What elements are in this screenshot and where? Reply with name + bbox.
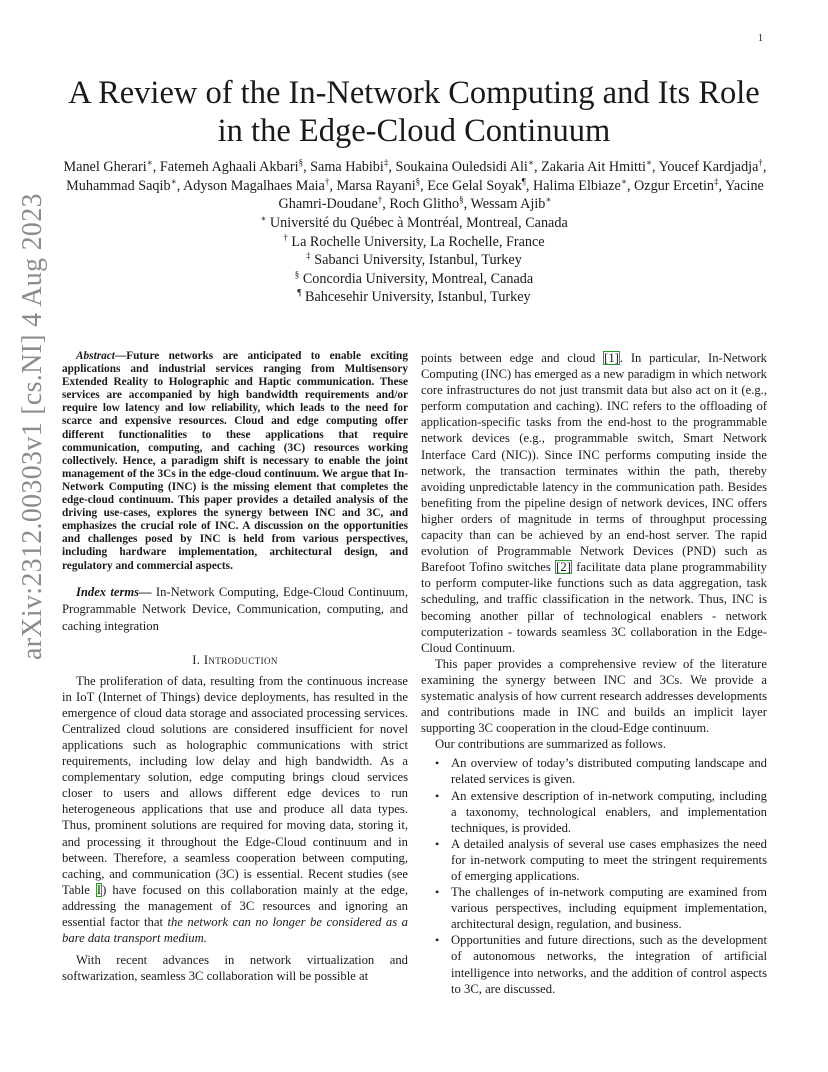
author-name: Wessam Ajib [470,196,546,212]
author-list: Manel Gherari∗, Fatemeh Aghaali Akbari§, Sama Habibi‡, Soukaina Ouledsidi Ali∗, Zakaria Ait Hmitti∗, Youcef Kardjadja†, Muhammad Saqib∗, Adyson Magalhaes Maia†, Marsa Rayani§, Ece Gelal Soyak¶, Halima Elbiaze∗, Ozgur Ercetin‡, Yacine Ghamri-Doudane†, Roch Glitho§, Wessam Ajib∗ [63,157,767,212]
right-paragraph-2: This paper provides a comprehensive review of the literature examining the synergy between INC and 3Cs. We provide a systematic analysis of how current research addresses developments and contributions made in INC and builds an implicit layer supporting 3C cooperation in the cloud-Edge continuum. [421,656,767,736]
affiliation-text: La Rochelle University, La Rochelle, France [291,233,545,250]
affiliation [60,233,768,252]
author-name: Roch Glitho [389,196,460,212]
contribution-item [421,788,767,836]
contribution-item [421,884,767,932]
author-name: Ece Gelal Soyak [427,177,522,194]
right-paragraph-1-text-b: . In particular, In-Network Computing (INC) has emerged as a new paradigm in which network core infrastructures do not just transmit data but also act on it (e.g., perform computation and caching). INC refers to the offloading of application-specific tasks from the end-host to the programmable network devices (e.g., programmable switch, Smart Network Interface Card (NIC)). Since INC performs computing inside the network, the transaction terminates within the path, thereby avoiding unpredictable latency in the communication path. Besides benefiting from the pipeline design of network devices, INC offers higher orders of magnitude in terms of throughput processing capacity than can be achieved by an end-host server. The rapid evolution of Programmable Network Devices (PND) such as Barefoot Tofino switches [421,351,767,575]
affiliation-mark: ‡ [306,250,311,261]
left-column [62,350,408,984]
affiliation-text: Concordia University, Montreal, Canada [302,270,534,287]
paper-title: A Review of the In-Network Computing and Its Role in the Edge-Cloud Continuum [68,75,760,149]
bullet-icon: • [435,788,440,803]
right-paragraph-3: Our contributions are summarized as follows. [435,737,666,752]
intro-paragraph-1-text-b: ) have focused on this collaboration mainly at the edge, addressing the management of 3C resources and ignoring an essential factor that [62,882,408,929]
affiliation-mark: § [294,268,300,279]
bullet-icon: • [435,885,440,900]
author [64,159,153,175]
right-paragraph-1 [421,350,767,656]
index-terms-text: In-Network Computing, Edge-Cloud Continuum, Programmable Network Device, Communication, computing, and caching integration [62,584,408,633]
author [389,196,463,212]
contributions-list [421,755,767,996]
author-affiliation-mark: ∗ [146,157,153,168]
author [395,159,534,175]
section-heading-introduction: I. Introduction [192,652,278,667]
right-paragraph-1-text-a: points between edge and cloud [421,351,604,365]
arxiv-identifier-text: arXiv:2312.00303v1 [cs.NI] 4 Aug 2023 [17,193,48,660]
contribution-text: A detailed analysis of several use cases emphasizes the need for in-network computing to meet the stringent requirements of emerging applications. [451,836,767,883]
table-reference-link[interactable]: I [96,882,102,897]
contribution-text: The challenges of in-network computing are examined from various perspectives, including equipment implementation, architectural design, regulation, and business. [451,885,767,932]
author [160,159,303,175]
author [532,175,627,194]
author-affiliation-mark: † [758,157,763,168]
contribution-text: An overview of today’s distributed computing landscape and related services is given. [451,756,767,787]
abstract-label: Abstract [76,350,115,362]
author-affiliation-mark: § [459,194,464,205]
author [183,175,330,194]
bullet-icon: • [435,836,440,851]
affiliation [60,214,768,233]
author-affiliation-mark: § [415,175,421,186]
affiliation [60,270,768,289]
author [336,175,421,194]
author-name: Youcef Kardjadja [658,159,759,175]
author-affiliation-mark: ‡ [714,175,719,186]
author [427,175,526,194]
author-name: Zakaria Ait Hmitti [541,159,646,175]
affiliation-text: Sabanci University, Istanbul, Turkey [314,252,522,268]
bullet-icon: • [435,933,440,948]
author-affiliation-mark: ∗ [545,194,552,205]
contribution-text: An extensive description of in-network computing, including a taxonomy, technological enablers, and implementation techniques, is provided. [451,788,767,835]
author-name: Fatemeh Aghaali Akbari [159,159,299,175]
contribution-item [421,755,767,787]
author [541,159,652,175]
author-affiliation-mark: † [377,194,383,205]
author-affiliation-mark: † [324,175,330,186]
author-name: Halima Elbiaze [532,177,621,194]
index-terms-label: Index terms— [76,584,152,599]
affiliation-text: Université du Québec à Montréal, Montreal, Canada [269,215,568,231]
author-affiliation-mark: ∗ [620,175,627,186]
author-name: Adyson Magalhaes Maia [183,177,325,194]
abstract [62,350,408,573]
author-name: Ozgur Ercetin [634,177,714,194]
author-affiliation-mark: ∗ [170,175,177,186]
author [310,159,388,175]
author [659,159,763,175]
intro-paragraph-1-emphasis: the network can no longer be considered as a bare data transport medium. [62,915,408,946]
author-name: Yacine Ghamri-Doudane [278,177,764,212]
author [470,196,551,212]
contribution-item [421,836,767,884]
author-name: Soukaina Ouledsidi Ali [395,159,528,175]
citation-link-2[interactable]: [2] [556,560,571,575]
author [634,175,719,194]
intro-paragraph-1-text-a: The proliferation of data, resulting from the continuous increase in IoT (Internet of Things) device deployments, has resulted in the emergence of cloud data storage and associated processing services. Centralized cloud solutions are considered insufficient for novel applications such as holographic communications with strict requirements, including low delay and high bandwidth. As a complementary solution, edge computing brings cloud services closer to users and allows different edge devices to run heterogeneous applications that use and produce all data types. Thus, prominent solutions are required for moving data, storing it, and processing it throughout the Edge-Cloud continuum and in between. Therefore, a seamless cooperation between computing, caching, and communication (3C) is essential. Recent studies (see Table [62,673,408,897]
author-name: Marsa Rayani [336,177,416,194]
contribution-text: Opportunities and future directions, such as the development of autonomous networks, the integration of artificial intelligence into networks, and the addition of control aspects to 3C, are discussed. [451,933,767,996]
author-name: Muhammad Saqib [66,177,171,194]
author-name: Manel Gherari [63,159,147,175]
author-affiliation-mark: ∗ [527,157,534,168]
index-terms [62,584,408,635]
affiliation-mark: † [283,231,288,242]
author-affiliation-mark: ¶ [521,175,526,186]
right-paragraph-1-text-c: facilitate data plane programmability to perform computer-like functions such as data aggregation, task scheduling, and traffic classification in the network. Thus, INC is becoming another pillar of technological enablers - network computerization - towards seamless 3C collaboration in the Edge-Cloud Continuum. [421,560,768,655]
bullet-icon: • [435,756,440,771]
abstract-text: —Future networks are anticipated to enable exciting applications and industrial services ranging from Multisensory Extended Reality to Holographic and Haptic communication. These services are accompanied by high bandwidth requirements and/or require low latency and low reliability, which leads to the need for scarce and expensive resources. Cloud and edge computing offer different functionalities to these applications that require communication, computing, and caching (3C) resources working collectively. Hence, a paradigm shift is necessary to enable the joint management of the 3Cs in the edge-cloud continuum. We argue that In-Network Computing (INC) is the missing element that completes the edge-cloud continuum. This paper provides a detailed analysis of the driving use-cases, explores the synergy between INC and 3C, and emphasizes the crucial role of INC. A discussion on the opportunities and challenges posed by INC is held from various perspectives, including hardware implementation, architectural design, and regulatory and commercial aspects. [62,350,408,572]
intro-paragraph-2: With recent advances in network virtualization and softwarization, seamless 3C collaboration will be possible at [62,953,408,984]
affiliation [60,288,768,307]
intro-paragraph-1 [62,673,408,947]
affiliation-mark: ¶ [297,287,302,298]
page-number: 1 [758,33,763,44]
affiliation [60,251,768,270]
contribution-item [421,932,767,996]
author-name: Sama Habibi [310,159,384,175]
author-affiliation-mark: ‡ [383,157,389,168]
author-affiliation-mark: § [298,157,304,168]
author-affiliation-mark: ∗ [645,157,653,168]
author [66,175,177,194]
affiliation-list [60,214,768,307]
right-column [421,350,767,997]
affiliation-text: Bahcesehir University, Istanbul, Turkey [304,289,531,305]
affiliation-mark: ∗ [260,213,267,224]
citation-link-1[interactable]: [1] [604,351,619,365]
